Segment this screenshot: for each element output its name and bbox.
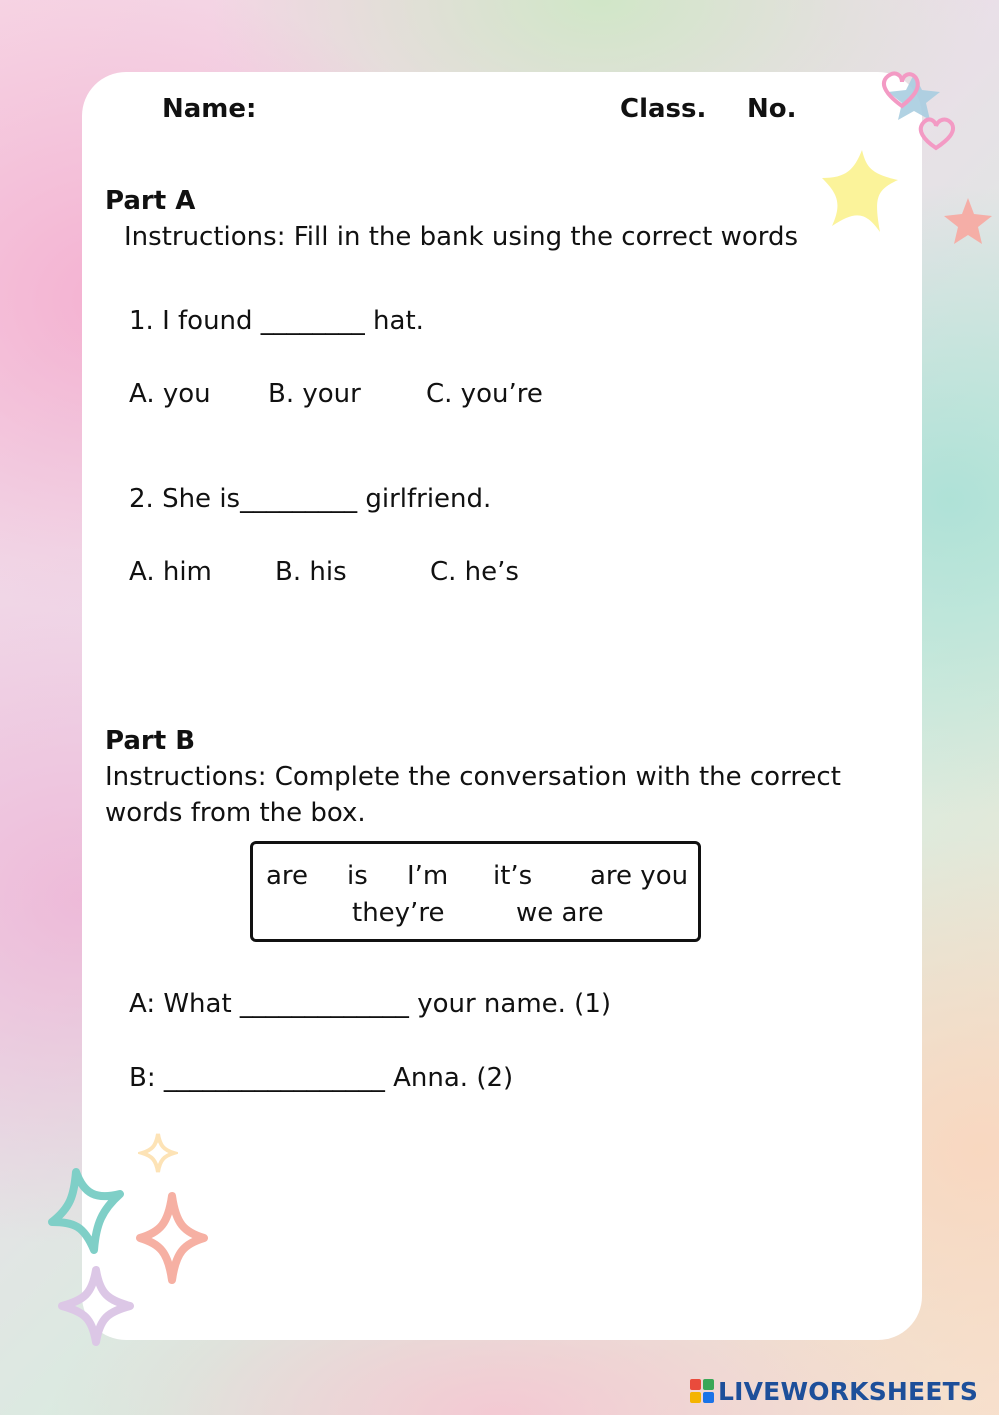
dialogue-line-b: B: _________________ Anna. (2)	[129, 1063, 514, 1093]
coral-sparkle-icon	[134, 1190, 210, 1286]
word-bank-item: is	[347, 861, 368, 891]
worksheet-paper	[82, 72, 922, 1340]
word-bank-item: we are	[516, 898, 604, 928]
word-bank-box	[250, 841, 701, 942]
question-1-option-b: B. your	[268, 379, 361, 409]
part-a-instructions: Instructions: Fill in the bank using the correct words	[124, 222, 799, 252]
word-bank-item: I’m	[407, 861, 449, 891]
class-label: Class.	[620, 94, 707, 124]
hearts-sticker-icon	[874, 56, 974, 156]
part-a-title: Part A	[105, 186, 196, 216]
question-1-option-a: A. you	[129, 379, 211, 409]
pink-star-icon	[940, 194, 996, 250]
part-b-instructions-line-2: words from the box.	[105, 798, 366, 828]
yellow-star-icon	[818, 146, 904, 238]
part-b-title: Part B	[105, 726, 196, 756]
liveworksheets-text: LIVEWORKSHEETS	[718, 1376, 979, 1406]
part-b-instructions-line-1: Instructions: Complete the conversation with the correct	[105, 762, 841, 792]
liveworksheets-logo-icon	[690, 1379, 714, 1403]
word-bank-item: are	[266, 861, 309, 891]
question-2-option-c: C. he’s	[430, 557, 519, 587]
question-2-option-b: B. his	[275, 557, 347, 587]
question-2-prompt: 2. She is_________ girlfriend.	[129, 484, 492, 514]
liveworksheets-watermark	[690, 1374, 978, 1408]
lilac-sparkle-icon	[56, 1264, 136, 1348]
number-label: No.	[747, 94, 797, 124]
name-label: Name:	[162, 94, 257, 124]
question-1-prompt: 1. I found ________ hat.	[129, 306, 424, 336]
teal-sparkle-icon	[46, 1164, 126, 1256]
question-2-option-a: A. him	[129, 557, 212, 587]
dialogue-line-a: A: What _____________ your name. (1)	[129, 989, 612, 1019]
sparkle-icon	[138, 1130, 178, 1176]
word-bank-item: it’s	[493, 861, 533, 891]
word-bank-item: they’re	[352, 898, 445, 928]
word-bank-item: are you	[590, 861, 689, 891]
question-1-option-c: C. you’re	[426, 379, 543, 409]
